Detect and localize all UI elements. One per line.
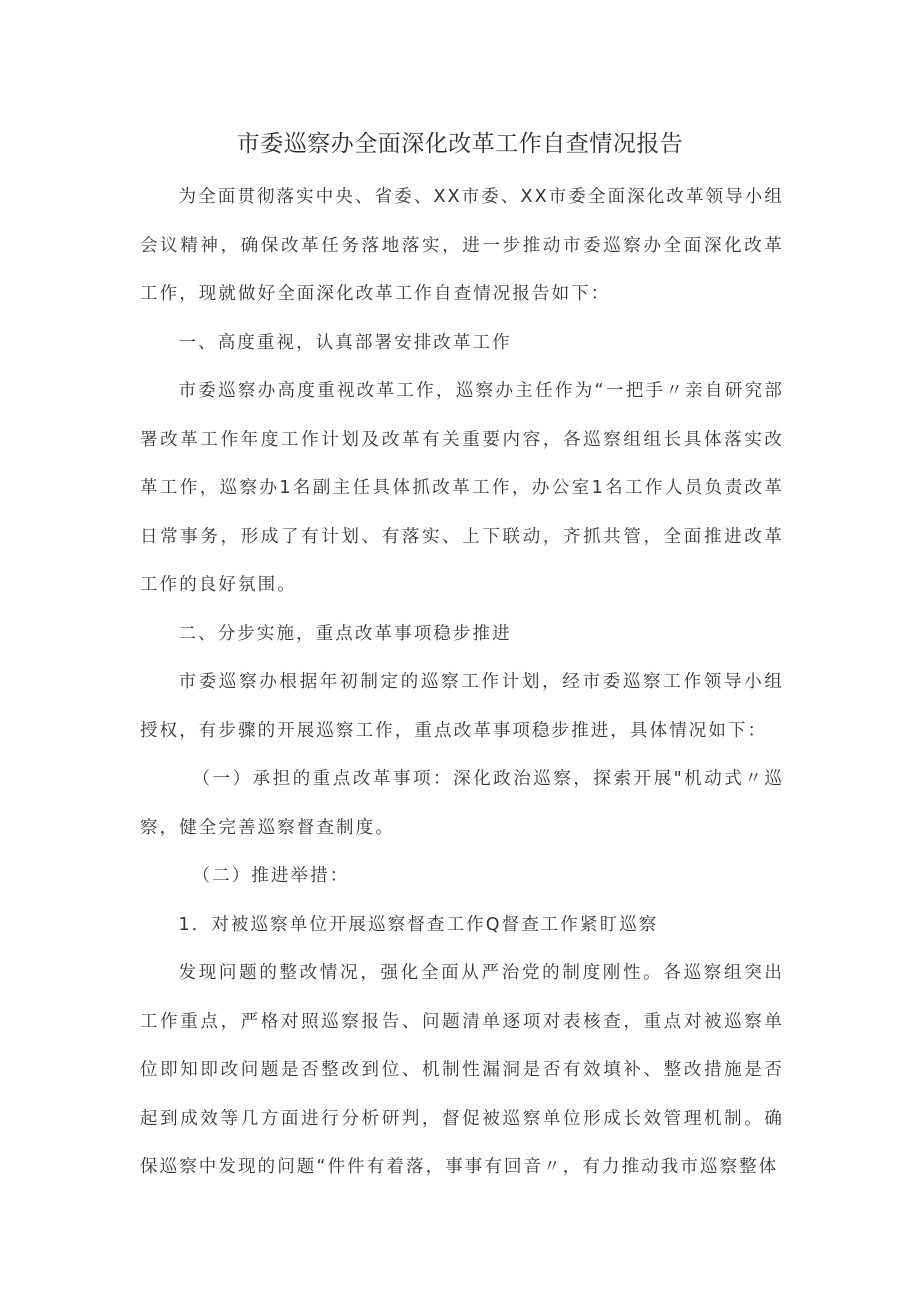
section-heading-1: 一、高度重视，认真部署安排改革工作	[178, 332, 512, 353]
section-2-paragraph: 市委巡察办根据年初制定的巡察工作计划，经市委巡察工作领导小组授权，有步骤的开展巡察工作，重点改革事项稳步推进，具体情况如下：	[140, 672, 784, 741]
intro-paragraph: 为全面贯彻落实中央、省委、XX市委、XX市委全面深化改革领导小组会议精神，确保改革任务落地落实，进一步推动市委巡察办全面深化改革工作，现就做好全面深化改革工作自查情况报告如下：	[140, 187, 784, 304]
subsection-2-heading: （二）推进举措：	[192, 866, 350, 886]
subsection-1-paragraph: （一）承担的重点改革事项：深化政治巡察，探索开展"机动式〃巡察，健全完善巡察督查制度。	[140, 769, 784, 838]
section-1-paragraph: 市委巡察办高度重视改革工作，巡察办主任作为“一把手〃亲自研究部署改革工作年度工作计划及改革有关重要内容，各巡察组组长具体落实改革工作，巡察办1名副主任具体抓改革工作，办公室1名工作人员负责改革日常事务，形成了有计划、有落实、上下联动，齐抓共管，全面推进改革工作的良好氛围。	[140, 381, 784, 595]
measure-1-paragraph: 发现问题的整改情况，强化全面从严治党的制度刚性。各巡察组突出工作重点，严格对照巡察报告、问题清单逐项对表核查，重点对被巡察单位即知即改问题是否整改到位、机制性漏洞是否有效填补、整改措施是否起到成效等几方面进行分析研判，督促被巡察单位形成长效管理机制。确保巡察中发现的问题“件件有着落，事事有回音〃，有力推动我市巡察整体	[140, 963, 784, 1177]
document-body	[140, 173, 784, 1192]
measure-1-heading: 1．对被巡察单位开展巡察督查工作Q督查工作紧盯巡察	[178, 914, 659, 935]
section-heading-2: 二、分步实施，重点改革事项稳步推进	[178, 623, 512, 644]
document-title: 市委巡察办全面深化改革工作自查情况报告	[236, 131, 684, 157]
